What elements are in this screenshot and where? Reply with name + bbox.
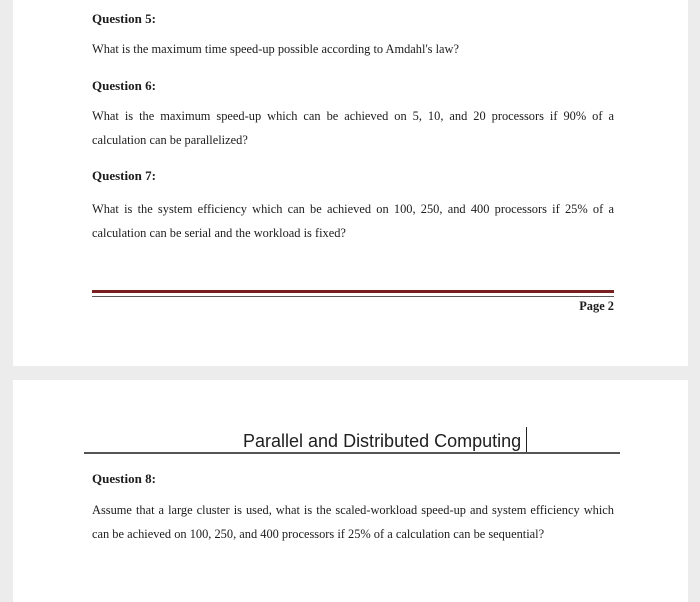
question-8-heading: Question 8: [92,471,156,486]
question-7-text: What is the system efficiency which can be achieved on 100, 250, and 400 processors if 25% of a calculation can be serial and the workload is fixed? [92,202,614,240]
text-cursor [526,427,527,453]
question-6-text: What is the maximum speed-up which can be achieved on 5, 10, and 20 processors if 90% of a calculation can be parallelized? [92,109,614,147]
question-5-heading: Question 5: [92,11,156,26]
question-7-heading: Question 7: [92,168,156,183]
footer-rule-thick [92,290,614,293]
document-title-text: Parallel and Distributed Computing [243,431,522,451]
document-title [243,427,527,453]
question-8-text: Assume that a large cluster is used, what is the scaled-workload speed-up and system efficiency which can be achieved on 100, 250, and 400 processors if 25% of a calculation can be sequential? [92,503,614,541]
footer-rule-thin [92,296,614,297]
document-page-2 [13,380,688,602]
question-5-text: What is the maximum time speed-up possible according to Amdahl's law? [92,42,459,56]
document-page-1 [13,0,688,366]
page-number: Page 2 [579,299,614,313]
header-rule [84,452,620,454]
question-6-heading: Question 6: [92,78,156,93]
